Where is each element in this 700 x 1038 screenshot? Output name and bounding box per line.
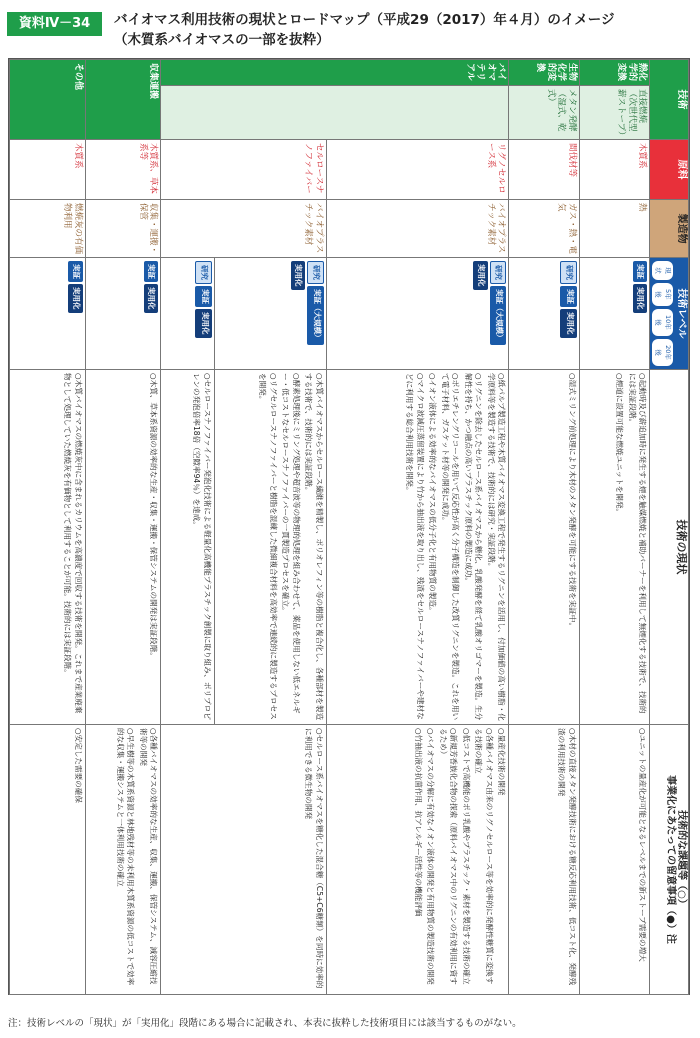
table-header-row: [650, 60, 689, 995]
product-cell: ガス・熱・電気: [509, 200, 580, 258]
page-title: [114, 10, 694, 50]
level-badges: [195, 261, 212, 366]
bullet-item: ○リグセルロースナノファイバーと樹脂を混練した微細複合材料を高効率で連続的に製造するプロセスを開発。: [258, 373, 278, 720]
roadmap-table-frame: [8, 58, 690, 995]
current-status-cell: [509, 370, 580, 725]
material-cell: 木質系: [579, 140, 650, 200]
issues-cell: [326, 725, 509, 995]
bullet-item: ○各種バイオマス由来のリグノセルロース等を効率的に発酵性糖質に変換する技術の確立: [474, 728, 494, 985]
level-badges: [291, 261, 324, 366]
research-badge: 研究: [195, 261, 212, 284]
title-line-1: バイオマス利用技術の現状とロードマップ（平成29（2017）年４月）のイメージ: [114, 12, 615, 28]
current-status-cell: [85, 370, 160, 725]
bullet-item: ○起動時及び薪追加時に発生する煙を触媒燃焼と補助バーナーを利用して無煙化する技術で、技術的には実証段階。: [628, 373, 648, 714]
header-material: 原料: [650, 140, 689, 200]
subcategory-cell: メタン発酵（湿式、乾式）: [509, 86, 580, 140]
document-label-tag: 資料Ⅳ－34: [7, 12, 102, 36]
material-cell: セルロースナノファイバー: [161, 140, 327, 200]
bullet-item: ○各種バイオマスの効率的な生産、収集、運搬、保管システム、減容圧縮技術等の開発: [138, 728, 159, 985]
level-badges: [560, 261, 577, 366]
footnote: 注：技術レベルの「現状」が「実用化」段階にある場合に記載され、本表に抜粋した技術項目には該当するものがない。: [8, 1018, 522, 1029]
current-status-cell: [10, 370, 86, 725]
legend-10y: 10年後: [653, 309, 674, 336]
bullet-item: ○酵素処理後にミリング処理や超音波等の物理的処理を組み合わせて、薬品を使用しない低エネルギー・低コストなセルロースナノファイバーの一貫製造プロセスを確立。: [281, 373, 301, 714]
level-badges: [473, 261, 506, 366]
level-badges: [633, 261, 648, 366]
product-cell: 燃焼灰の有価物利用: [10, 200, 86, 258]
bullet-item: ○ユニットの量産化が可能となるレベルまでの新ストーブ需要の増大: [638, 728, 648, 962]
bullet-item: ○湿式ミリング前処理により木材のメタン発酵を可能にする技術を実証中。: [567, 373, 577, 631]
header-current-status: 技術の現状: [650, 370, 689, 725]
bullet-item: ○紙パルプ製造工程や木質バイオマス変換工程で発生するリグニンを活用し、付加価値の高い樹脂・化学原料等を製造する技術で、技術的には研究・実証段階。: [486, 373, 507, 721]
category-cell: バイオマテリアル: [161, 60, 509, 86]
category-cell: 熱化学的変換: [579, 60, 650, 86]
table-row: [85, 60, 160, 995]
material-cell: リグノセルロース系: [326, 140, 509, 200]
bullet-item: ○リグニンを除去したセルロース系バイオマスから糖化、乳酸発酵を経て乳酸オリゴマーを製造。生分解性を持ち、かつ融点の高いプラスチック原料の製造に成功。: [463, 373, 484, 721]
bullet-item: ○セルロースナノファイバー発泡化技術による軽量化高機能プラスチック創製に取り組み、ポリプロピレンの発泡倍率18倍（空隙率94％）を達成。: [192, 373, 212, 720]
table-row: [579, 60, 650, 995]
demo-badge: 実証: [633, 261, 648, 282]
header-issues-line-2: 事業化にあたっての留意事項（●）注: [665, 775, 677, 944]
tech-level-legend: [653, 261, 674, 366]
header-tech-level-label: 技術レベル: [676, 288, 687, 339]
tech-level-cell: [509, 258, 580, 370]
category-cell: 生物化学的変換: [509, 60, 580, 86]
category-cell: その他: [10, 60, 86, 140]
header-product: 製造物: [650, 200, 689, 258]
header-issues-line-1: 技術的な課題等（○）: [676, 810, 687, 909]
title-line-2: （木質系バイオマスの一部を抜粋）: [114, 32, 330, 48]
bullet-item: ○木材の直接メタン発酵技術における糖反応利用技術、低コスト化、発酵残渣の利用技術の開発: [557, 728, 577, 986]
bullet-item: ○バイオマスの分解に有効なイオン液体の開発と有用物質の製造技術の開発: [426, 728, 436, 985]
demo-badge: 実証: [195, 286, 212, 307]
rotated-table: [9, 59, 689, 994]
tech-level-cell: [326, 258, 509, 370]
practical-badge: 実用化: [68, 284, 83, 313]
research-badge: 研究: [307, 261, 324, 284]
demo-badge: 実証（大規模）: [490, 286, 507, 345]
bullet-item: ○竹抽出液の抗菌作用、抗アレルギー活性等の機能評価: [413, 728, 423, 917]
practical-badge: 実用化: [291, 261, 306, 290]
research-badge: 研究: [560, 261, 577, 284]
issues-cell: [10, 725, 86, 995]
legend-5y: 5年後: [653, 283, 674, 306]
bullet-item: ○新規芳香族化合物の探索（原料バイオマス中のリグニンの有効利用に資するため）: [438, 728, 459, 985]
category-cell: 収集運搬: [85, 60, 160, 140]
tech-level-cell: [579, 258, 650, 370]
subcategory-cell: [161, 86, 509, 140]
bullet-item: ○木質、草本系資源の効率的な生産・収集・運搬・保管システムの開発は実証段階。: [149, 373, 159, 660]
bullet-item: ○イオン液体による効率的なバイオマスの低分子化と有用物質の製造。: [428, 373, 438, 615]
issues-cell: [161, 725, 327, 995]
issues-cell: [85, 725, 160, 995]
practical-badge: 実用化: [633, 284, 648, 313]
bullet-item: ○低コストで高機能のポリ乳酸やプラスチック・素材を製造する技術の確立: [461, 728, 471, 985]
product-cell: 収集・運搬・保管: [85, 200, 160, 258]
bullet-item: ○量産化技術の開発: [497, 728, 507, 796]
header-tech-level: [650, 258, 689, 370]
level-badges: [68, 261, 83, 366]
tech-level-cell: [214, 258, 326, 370]
material-cell: 木質系: [10, 140, 86, 200]
bullet-item: ○セルロース系バイオマスを糖化した混合糖（C5+C6糖類）を同時に効率的に利用できる微生物の開発: [304, 728, 324, 989]
practical-badge: 実用化: [144, 284, 159, 313]
table-row: [214, 60, 326, 995]
practical-badge: 実用化: [473, 261, 488, 290]
table-row: [10, 60, 86, 995]
issues-cell: [579, 725, 650, 995]
research-badge: 研究: [490, 261, 507, 284]
issues-cell: [509, 725, 580, 995]
practical-badge: 実用化: [560, 309, 577, 338]
subcategory-cell: 直接燃焼（次世代型薪ストーブ）: [579, 86, 650, 140]
table-row: [326, 60, 509, 995]
tech-level-cell: [10, 258, 86, 370]
demo-badge: 実証（大規模）: [307, 286, 324, 345]
legend-20y: 20年後: [653, 339, 674, 366]
roadmap-table: [9, 59, 689, 995]
practical-badge: 実用化: [195, 309, 212, 338]
legend-now: 現状: [653, 261, 674, 280]
tech-level-cell: [161, 258, 215, 370]
demo-badge: 実証: [68, 261, 83, 282]
demo-badge: 実証: [560, 286, 577, 307]
header-issues: [650, 725, 689, 995]
bullet-item: ○木質バイオマスからセルロース繊維を精製し、ポリオレフィン等の樹脂と複合化し、各種部材を製造する技術で、技術的には実証段階。: [304, 373, 324, 721]
bullet-item: ○安定した需要の確保: [73, 728, 83, 803]
current-status-cell: [214, 370, 326, 725]
current-status-cell: [161, 370, 215, 725]
material-cell: 木質系、草本系等: [85, 140, 160, 200]
tech-level-cell: [85, 258, 160, 370]
table-row: [509, 60, 580, 995]
bullet-item: ○木質バイオマスの燃焼灰中に含まれるカリウムを高濃度で回収する技術を開発。これまで産業廃棄物として処理していた燃焼灰を有価物として利用することが可能。技術的には実証段階。: [63, 373, 83, 714]
current-status-cell: [326, 370, 509, 725]
demo-badge: 実証: [144, 261, 159, 282]
bullet-item: ○マイクロ波減圧蒸留装置により竹から抽出液を取り出し、残渣をセルロースナノファイバーや建材などに利用する総合利用技術を開発。: [405, 373, 425, 720]
product-cell: 熱: [579, 200, 650, 258]
header-category: 技術: [650, 60, 689, 140]
level-badges: [144, 261, 159, 366]
material-cell: 間伐材等: [509, 140, 580, 200]
bullet-item: ○煙道に設置可能な燃焼ユニットを開発。: [615, 373, 625, 517]
product-cell: バイオプラスチック素材: [161, 200, 327, 258]
bullet-item: ○早生樹等の木質系資源と林地残材等の未利用木質系資源の低コストで効率的な収集・運搬システムと一体利用技術の確立: [115, 728, 136, 986]
current-status-cell: [579, 370, 650, 725]
product-cell: バイオプラスチック素材: [326, 200, 509, 258]
bullet-item: ○ポリエチレングリコールを用いて反応性が高く分子構造を制御した改質リグニンを製造。これを用いて電子材料、ガスケット材等の開発に成功。: [440, 373, 461, 721]
